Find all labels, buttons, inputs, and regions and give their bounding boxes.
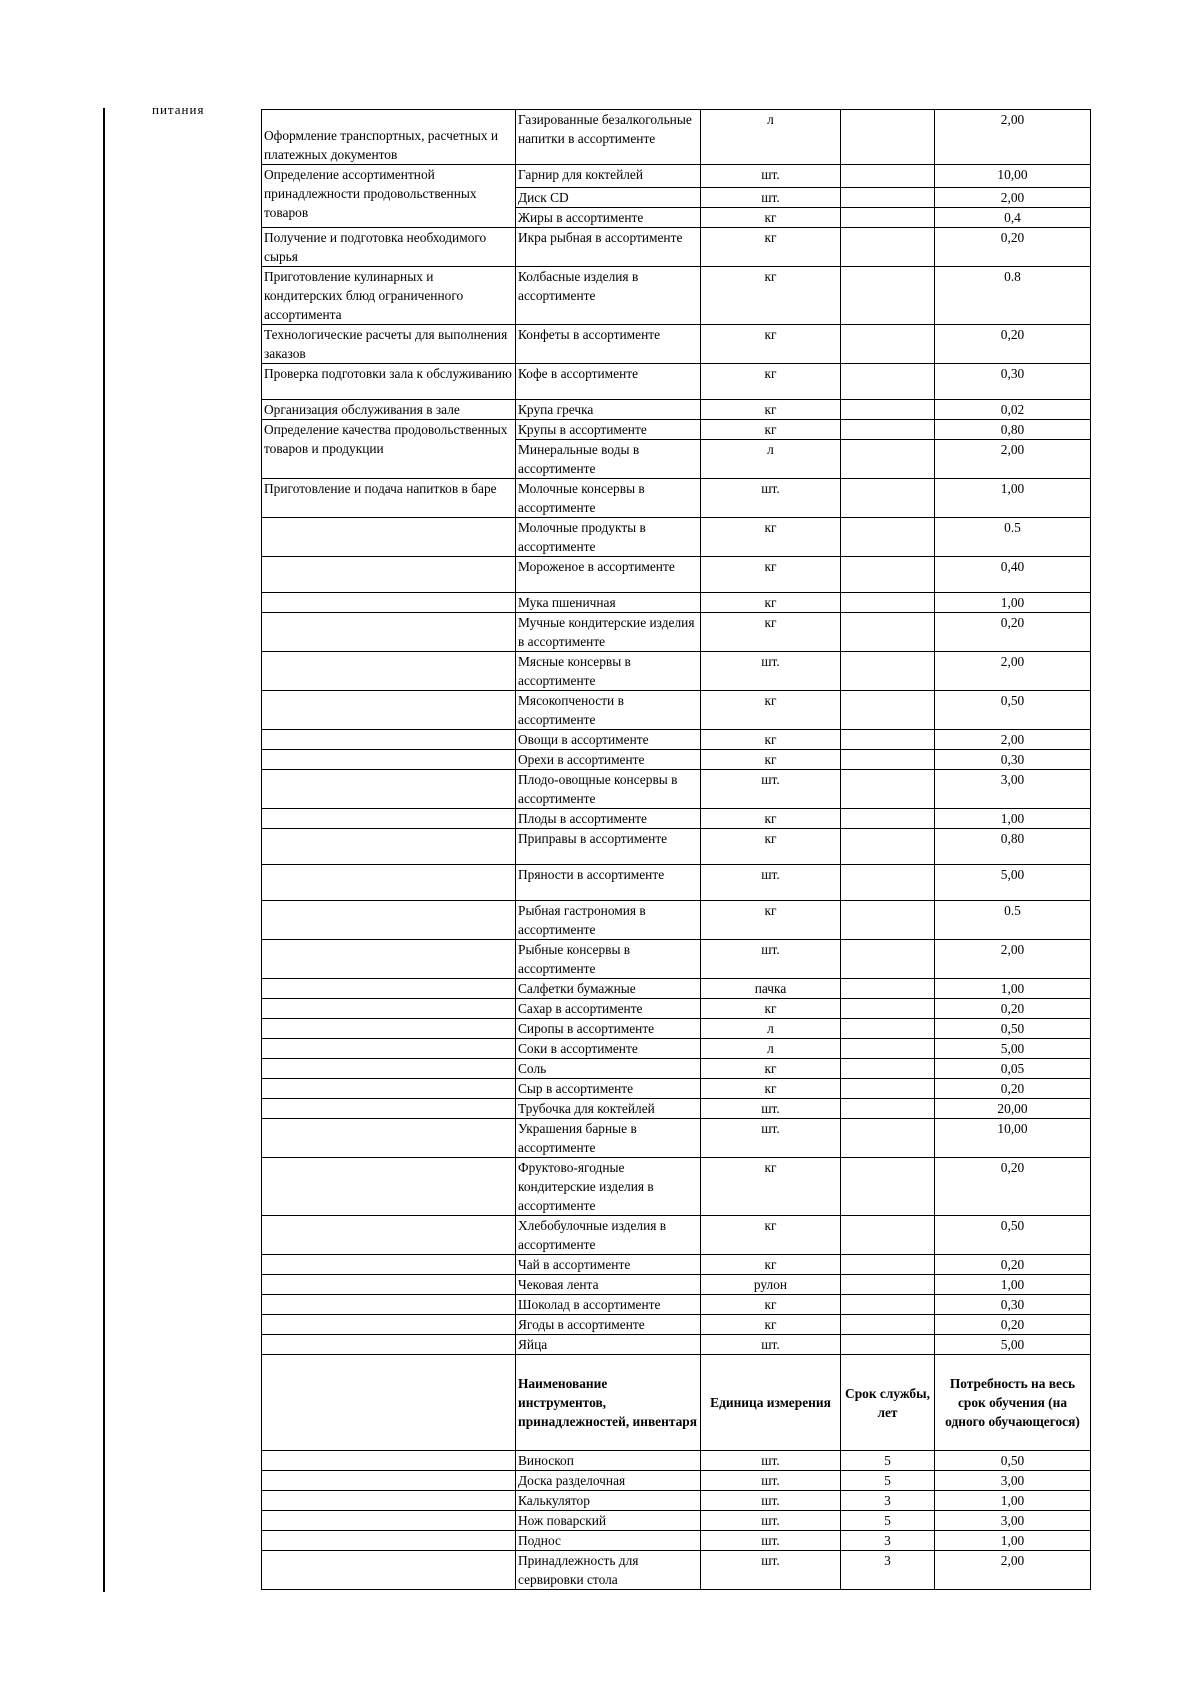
item-name-cell: Виноскоп — [516, 1451, 701, 1471]
service-life-cell — [841, 593, 935, 613]
activity-cell: Приготовление кулинарных и кондитерских блюд ограниченного ассортимента — [262, 267, 516, 325]
unit-cell: кг — [701, 901, 841, 940]
item-name-cell: Нож поварский — [516, 1511, 701, 1531]
table-row — [262, 940, 1091, 979]
quantity-cell: 0,80 — [935, 829, 1091, 865]
supplies-table-body — [262, 110, 1091, 1590]
quantity-cell: 0,80 — [935, 420, 1091, 440]
page-left-rule — [103, 108, 105, 1592]
item-name-cell: Овощи в ассортименте — [516, 730, 701, 750]
unit-cell: шт. — [701, 1511, 841, 1531]
unit-cell: шт. — [701, 479, 841, 518]
activity-cell — [262, 1019, 516, 1039]
activity-cell — [262, 1119, 516, 1158]
unit-cell: шт. — [701, 188, 841, 208]
table-row — [262, 1019, 1091, 1039]
item-name-cell: Приправы в ассортименте — [516, 829, 701, 865]
unit-cell: шт. — [701, 1471, 841, 1491]
service-life-cell — [841, 325, 935, 364]
quantity-cell: 5,00 — [935, 865, 1091, 901]
activity-cell — [262, 750, 516, 770]
activity-cell — [262, 1275, 516, 1295]
quantity-cell: 1,00 — [935, 593, 1091, 613]
quantity-cell: 1,00 — [935, 1491, 1091, 1511]
table-row — [262, 1119, 1091, 1158]
unit-cell: кг — [701, 208, 841, 228]
unit-cell: кг — [701, 518, 841, 557]
table-row — [262, 613, 1091, 652]
unit-cell: кг — [701, 1079, 841, 1099]
quantity-cell: 0,02 — [935, 400, 1091, 420]
service-life-cell — [841, 557, 935, 593]
activity-cell — [262, 1451, 516, 1471]
supplies-table — [261, 109, 1091, 1590]
table-row — [262, 1511, 1091, 1531]
unit-cell: кг — [701, 1295, 841, 1315]
quantity-cell: 0,20 — [935, 1255, 1091, 1275]
service-life-cell — [841, 1335, 935, 1355]
service-life-cell — [841, 691, 935, 730]
unit-cell: л — [701, 110, 841, 165]
service-life-cell — [841, 1216, 935, 1255]
quantity-cell: 2,00 — [935, 188, 1091, 208]
table-row — [262, 979, 1091, 999]
activity-cell — [262, 593, 516, 613]
activity-cell — [262, 940, 516, 979]
quantity-cell: 10,00 — [935, 165, 1091, 188]
activity-cell: Определение ассортиментной принадлежности продовольственных товаров — [262, 165, 516, 228]
activity-cell — [262, 730, 516, 750]
table-row — [262, 267, 1091, 325]
activity-cell — [262, 770, 516, 809]
table-row — [262, 593, 1091, 613]
service-life-cell — [841, 420, 935, 440]
service-life-cell — [841, 730, 935, 750]
activity-cell — [262, 1039, 516, 1059]
unit-cell: кг — [701, 593, 841, 613]
item-name-cell: Жиры в ассортименте — [516, 208, 701, 228]
item-name-cell: Салфетки бумажные — [516, 979, 701, 999]
service-life-cell — [841, 1315, 935, 1335]
unit-cell: пачка — [701, 979, 841, 999]
activity-cell — [262, 1079, 516, 1099]
service-life-cell — [841, 809, 935, 829]
item-name-cell: Мороженое в ассортименте — [516, 557, 701, 593]
quantity-cell: 0,30 — [935, 364, 1091, 400]
activity-cell — [262, 1059, 516, 1079]
activity-cell: Приготовление и подача напитков в баре — [262, 479, 516, 518]
service-life-cell — [841, 1039, 935, 1059]
table-row — [262, 1158, 1091, 1216]
activity-cell: Оформление транспортных, расчетных и платежных документов — [262, 110, 516, 165]
table-row — [262, 228, 1091, 267]
service-life-cell — [841, 1158, 935, 1216]
quantity-cell: 0,20 — [935, 1079, 1091, 1099]
unit-cell: л — [701, 1039, 841, 1059]
item-name-cell: Принадлежность для сервировки стола — [516, 1551, 701, 1590]
quantity-cell: 0,20 — [935, 613, 1091, 652]
item-name-cell: Фруктово-ягодные кондитерские изделия в ассортименте — [516, 1158, 701, 1216]
item-name-cell: Рыбная гастрономия в ассортименте — [516, 901, 701, 940]
quantity-cell: 1,00 — [935, 1275, 1091, 1295]
service-life-cell — [841, 1099, 935, 1119]
item-name-cell: Пряности в ассортименте — [516, 865, 701, 901]
activity-cell — [262, 1531, 516, 1551]
service-life-cell: 3 — [841, 1531, 935, 1551]
unit-cell: кг — [701, 1315, 841, 1335]
item-name-cell: Молочные консервы в ассортименте — [516, 479, 701, 518]
service-life-cell — [841, 1119, 935, 1158]
service-life-cell — [841, 208, 935, 228]
table-row — [262, 809, 1091, 829]
activity-cell — [262, 691, 516, 730]
item-name-cell: Ягоды в ассортименте — [516, 1315, 701, 1335]
item-name-cell: Икра рыбная в ассортименте — [516, 228, 701, 267]
service-life-cell — [841, 479, 935, 518]
item-name-cell: Сиропы в ассортименте — [516, 1019, 701, 1039]
quantity-cell: 2,00 — [935, 730, 1091, 750]
unit-cell: шт. — [701, 940, 841, 979]
activity-cell — [262, 809, 516, 829]
table-row — [262, 1039, 1091, 1059]
activity-cell — [262, 652, 516, 691]
table-row — [262, 400, 1091, 420]
service-life-cell: 5 — [841, 1451, 935, 1471]
table-row — [262, 750, 1091, 770]
activity-cell: Проверка подготовки зала к обслуживанию — [262, 364, 516, 400]
service-life-cell — [841, 1079, 935, 1099]
item-name-cell: Сахар в ассортименте — [516, 999, 701, 1019]
quantity-cell: 0.8 — [935, 267, 1091, 325]
item-name-cell: Соль — [516, 1059, 701, 1079]
item-name-cell: Хлебобулочные изделия в ассортименте — [516, 1216, 701, 1255]
unit-cell: кг — [701, 325, 841, 364]
table-row — [262, 557, 1091, 593]
activity-cell — [262, 865, 516, 901]
item-name-cell: Газированные безалкогольные напитки в ассортименте — [516, 110, 701, 165]
activity-cell — [262, 1355, 516, 1451]
item-name-cell: Трубочка для коктейлей — [516, 1099, 701, 1119]
item-name-cell: Доска разделочная — [516, 1471, 701, 1491]
table-row — [262, 1275, 1091, 1295]
unit-cell: шт. — [701, 1119, 841, 1158]
unit-cell: шт. — [701, 1491, 841, 1511]
item-name-cell: Диск CD — [516, 188, 701, 208]
item-name-cell: Калькулятор — [516, 1491, 701, 1511]
service-life-cell — [841, 999, 935, 1019]
quantity-cell: 2,00 — [935, 1551, 1091, 1590]
service-life-cell — [841, 652, 935, 691]
unit-cell: кг — [701, 613, 841, 652]
activity-cell — [262, 979, 516, 999]
service-life-cell: 3 — [841, 1551, 935, 1590]
quantity-cell: 2,00 — [935, 652, 1091, 691]
quantity-cell: 2,00 — [935, 110, 1091, 165]
activity-cell — [262, 1315, 516, 1335]
table-row — [262, 1451, 1091, 1471]
service-life-cell — [841, 518, 935, 557]
service-life-cell — [841, 110, 935, 165]
quantity-cell: 2,00 — [935, 940, 1091, 979]
header-unit-cell: Единица измерения — [701, 1355, 841, 1451]
unit-cell: кг — [701, 557, 841, 593]
item-name-cell: Крупа гречка — [516, 400, 701, 420]
table-row — [262, 165, 1091, 188]
unit-cell: кг — [701, 228, 841, 267]
unit-cell: шт. — [701, 1335, 841, 1355]
activity-cell: Организация обслуживания в зале — [262, 400, 516, 420]
item-name-cell: Молочные продукты в ассортименте — [516, 518, 701, 557]
item-name-cell: Мука пшеничная — [516, 593, 701, 613]
service-life-cell — [841, 228, 935, 267]
service-life-cell — [841, 1275, 935, 1295]
unit-cell: кг — [701, 420, 841, 440]
unit-cell: шт. — [701, 770, 841, 809]
quantity-cell: 0,20 — [935, 999, 1091, 1019]
item-name-cell: Соки в ассортименте — [516, 1039, 701, 1059]
table-row — [262, 770, 1091, 809]
unit-cell: кг — [701, 1216, 841, 1255]
item-name-cell: Украшения барные в ассортименте — [516, 1119, 701, 1158]
activity-cell — [262, 1511, 516, 1531]
service-life-cell — [841, 1255, 935, 1275]
activity-cell: Получение и подготовка необходимого сырья — [262, 228, 516, 267]
activity-cell — [262, 1158, 516, 1216]
quantity-cell: 0,30 — [935, 750, 1091, 770]
activity-cell — [262, 901, 516, 940]
quantity-cell: 0.5 — [935, 518, 1091, 557]
quantity-cell: 3,00 — [935, 1511, 1091, 1531]
service-life-cell — [841, 165, 935, 188]
table-row — [262, 652, 1091, 691]
item-name-cell: Колбасные изделия в ассортименте — [516, 267, 701, 325]
quantity-cell: 0,20 — [935, 1158, 1091, 1216]
table-header-row — [262, 1355, 1091, 1451]
table-row — [262, 865, 1091, 901]
quantity-cell: 0,20 — [935, 1315, 1091, 1335]
table-row — [262, 691, 1091, 730]
item-name-cell: Плоды в ассортименте — [516, 809, 701, 829]
item-name-cell: Рыбные консервы в ассортименте — [516, 940, 701, 979]
service-life-cell — [841, 1059, 935, 1079]
unit-cell: кг — [701, 829, 841, 865]
table-row — [262, 1079, 1091, 1099]
table-row — [262, 999, 1091, 1019]
unit-cell: кг — [701, 691, 841, 730]
service-life-cell — [841, 364, 935, 400]
activity-cell — [262, 829, 516, 865]
quantity-cell: 1,00 — [935, 979, 1091, 999]
service-life-cell — [841, 1019, 935, 1039]
table-row — [262, 1216, 1091, 1255]
table-row — [262, 325, 1091, 364]
service-life-cell — [841, 267, 935, 325]
service-life-cell: 5 — [841, 1511, 935, 1531]
quantity-cell: 0,4 — [935, 208, 1091, 228]
activity-cell — [262, 1216, 516, 1255]
service-life-cell — [841, 940, 935, 979]
quantity-cell: 0,50 — [935, 1019, 1091, 1039]
table-row — [262, 1059, 1091, 1079]
service-life-cell — [841, 440, 935, 479]
item-name-cell: Поднос — [516, 1531, 701, 1551]
unit-cell: шт. — [701, 1451, 841, 1471]
item-name-cell: Конфеты в ассортименте — [516, 325, 701, 364]
quantity-cell: 3,00 — [935, 1471, 1091, 1491]
table-row — [262, 1491, 1091, 1511]
table-row — [262, 1255, 1091, 1275]
quantity-cell: 20,00 — [935, 1099, 1091, 1119]
quantity-cell: 10,00 — [935, 1119, 1091, 1158]
item-name-cell: Орехи в ассортименте — [516, 750, 701, 770]
unit-cell: кг — [701, 267, 841, 325]
unit-cell: л — [701, 1019, 841, 1039]
unit-cell: шт. — [701, 865, 841, 901]
unit-cell: шт. — [701, 1551, 841, 1590]
quantity-cell: 0,50 — [935, 1216, 1091, 1255]
activity-cell — [262, 1471, 516, 1491]
cut-off-column-text: питания — [152, 102, 205, 117]
item-name-cell: Плодо-овощные консервы в ассортименте — [516, 770, 701, 809]
unit-cell: шт. — [701, 165, 841, 188]
item-name-cell: Яйца — [516, 1335, 701, 1355]
quantity-cell: 5,00 — [935, 1039, 1091, 1059]
unit-cell: кг — [701, 750, 841, 770]
quantity-cell: 0,05 — [935, 1059, 1091, 1079]
table-row — [262, 518, 1091, 557]
table-row — [262, 1531, 1091, 1551]
header-service-life-cell: Срок службы, лет — [841, 1355, 935, 1451]
item-name-cell: Мучные кондитерские изделия в ассортименте — [516, 613, 701, 652]
unit-cell: л — [701, 440, 841, 479]
quantity-cell: 5,00 — [935, 1335, 1091, 1355]
activity-cell — [262, 1335, 516, 1355]
quantity-cell: 1,00 — [935, 1531, 1091, 1551]
unit-cell: рулон — [701, 1275, 841, 1295]
item-name-cell: Кофе в ассортименте — [516, 364, 701, 400]
activity-cell — [262, 1255, 516, 1275]
service-life-cell — [841, 901, 935, 940]
unit-cell: кг — [701, 364, 841, 400]
service-life-cell: 5 — [841, 1471, 935, 1491]
service-life-cell: 3 — [841, 1491, 935, 1511]
quantity-cell: 0,20 — [935, 325, 1091, 364]
service-life-cell — [841, 1295, 935, 1315]
quantity-cell: 0,50 — [935, 691, 1091, 730]
table-row — [262, 1295, 1091, 1315]
quantity-cell: 3,00 — [935, 770, 1091, 809]
quantity-cell: 1,00 — [935, 809, 1091, 829]
item-name-cell: Крупы в ассортименте — [516, 420, 701, 440]
service-life-cell — [841, 188, 935, 208]
unit-cell: шт. — [701, 1099, 841, 1119]
table-row — [262, 730, 1091, 750]
unit-cell: кг — [701, 730, 841, 750]
activity-cell — [262, 1099, 516, 1119]
table-row — [262, 110, 1091, 165]
table-row — [262, 1315, 1091, 1335]
activity-cell — [262, 1295, 516, 1315]
unit-cell: кг — [701, 1255, 841, 1275]
header-quantity-cell: Потребность на весь срок обучения (на одного обучающегося) — [935, 1355, 1091, 1451]
quantity-cell: 0,30 — [935, 1295, 1091, 1315]
item-name-cell: Сыр в ассортименте — [516, 1079, 701, 1099]
quantity-cell: 2,00 — [935, 440, 1091, 479]
activity-cell: Определение качества продовольственных товаров и продукции — [262, 420, 516, 479]
item-name-cell: Гарнир для коктейлей — [516, 165, 701, 188]
table-row — [262, 1099, 1091, 1119]
quantity-cell: 0,40 — [935, 557, 1091, 593]
table-row — [262, 1335, 1091, 1355]
service-life-cell — [841, 770, 935, 809]
service-life-cell — [841, 750, 935, 770]
quantity-cell: 0,20 — [935, 228, 1091, 267]
item-name-cell: Мясокопчености в ассортименте — [516, 691, 701, 730]
unit-cell: шт. — [701, 652, 841, 691]
table-row — [262, 1551, 1091, 1590]
unit-cell: кг — [701, 1059, 841, 1079]
table-row — [262, 901, 1091, 940]
quantity-cell: 1,00 — [935, 479, 1091, 518]
header-item-name-cell: Наименование инструментов, принадлежностей, инвентаря — [516, 1355, 701, 1451]
quantity-cell: 0.5 — [935, 901, 1091, 940]
service-life-cell — [841, 400, 935, 420]
item-name-cell: Минеральные воды в ассортименте — [516, 440, 701, 479]
table-row — [262, 479, 1091, 518]
activity-cell — [262, 613, 516, 652]
service-life-cell — [841, 865, 935, 901]
unit-cell: кг — [701, 809, 841, 829]
activity-cell — [262, 1491, 516, 1511]
table-row — [262, 364, 1091, 400]
service-life-cell — [841, 613, 935, 652]
activity-cell — [262, 518, 516, 557]
unit-cell: кг — [701, 400, 841, 420]
service-life-cell — [841, 829, 935, 865]
unit-cell: кг — [701, 1158, 841, 1216]
unit-cell: кг — [701, 999, 841, 1019]
activity-cell — [262, 999, 516, 1019]
service-life-cell — [841, 979, 935, 999]
activity-cell — [262, 1551, 516, 1590]
activity-cell: Технологические расчеты для выполнения заказов — [262, 325, 516, 364]
item-name-cell: Шоколад в ассортименте — [516, 1295, 701, 1315]
activity-cell — [262, 557, 516, 593]
unit-cell: шт. — [701, 1531, 841, 1551]
item-name-cell: Мясные консервы в ассортименте — [516, 652, 701, 691]
table-row — [262, 420, 1091, 440]
item-name-cell: Чековая лента — [516, 1275, 701, 1295]
table-row — [262, 829, 1091, 865]
item-name-cell: Чай в ассортименте — [516, 1255, 701, 1275]
table-row — [262, 1471, 1091, 1491]
quantity-cell: 0,50 — [935, 1451, 1091, 1471]
